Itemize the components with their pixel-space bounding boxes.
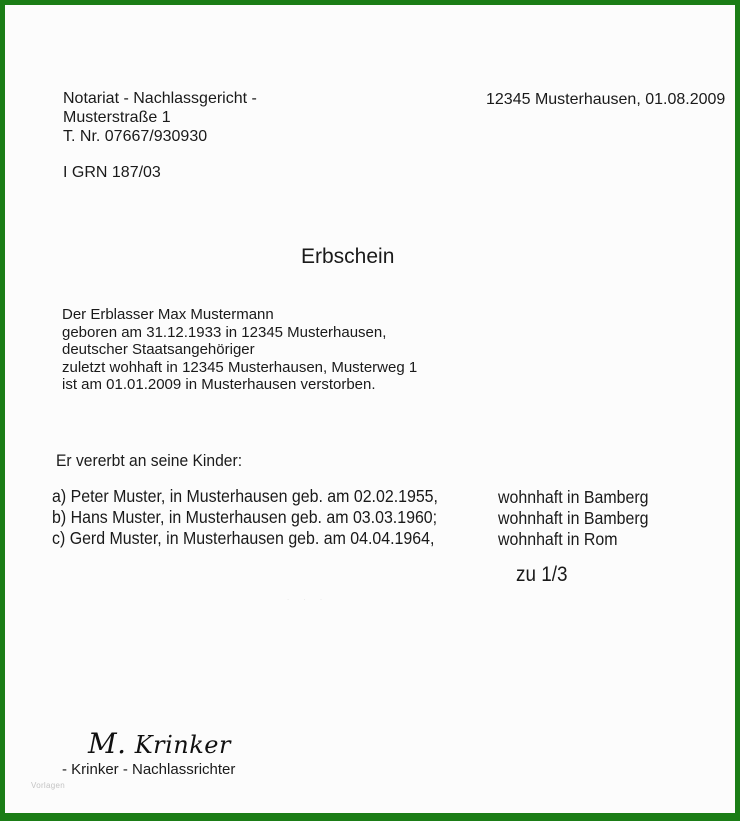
decedent-line-nationality: deutscher Staatsangehöriger xyxy=(62,341,255,359)
heir-text xyxy=(52,486,438,507)
decedent-line-residence: zuletzt wohhaft in 12345 Musterhausen, Musterweg 1 xyxy=(62,358,418,376)
heir-separator: , xyxy=(433,486,438,506)
inheritance-share: zu 1/3 xyxy=(516,563,568,586)
signature-initial: M. xyxy=(88,727,127,760)
heir-name-birth: b) Hans Muster, in Musterhausen geb. am 03.03.1960 xyxy=(52,507,433,527)
heir-separator: ; xyxy=(432,507,438,527)
watermark-text: Vorlagen xyxy=(31,781,65,790)
handwritten-signature xyxy=(88,727,231,760)
sender-line-street: Musterstraße 1 xyxy=(63,109,171,126)
file-reference: I GRN 187/03 xyxy=(63,164,161,181)
signature-surname: Krinker xyxy=(134,731,231,759)
sender-line-phone: T. Nr. 07667/930930 xyxy=(63,128,208,145)
heirs-intro: Er vererbt an seine Kinder: xyxy=(56,451,243,470)
heir-text xyxy=(52,507,437,528)
heir-residence: wohnhaft in Bamberg xyxy=(498,508,649,528)
sender-line-office: Notariat - Nachlassgericht - xyxy=(63,90,257,107)
heir-name-birth: c) Gerd Muster, in Musterhausen geb. am 04.04.1964 xyxy=(52,528,430,548)
decedent-line-name: Der Erblasser Max Mustermann xyxy=(62,306,274,323)
document-page xyxy=(5,5,735,813)
heir-residence: wohnhaft in Bamberg xyxy=(498,487,649,507)
scan-specks: . . . xyxy=(287,593,329,602)
place-and-date: 12345 Musterhausen, 01.08.2009 xyxy=(486,91,726,108)
heir-name-birth: a) Peter Muster, in Musterhausen geb. am 02.02.1955 xyxy=(52,486,434,506)
signatory-title: - Krinker - Nachlassrichter xyxy=(62,761,236,778)
decedent-line-death: ist am 01.01.2009 in Musterhausen verstorben. xyxy=(62,376,376,394)
sender-address-block xyxy=(63,89,257,146)
heir-separator: , xyxy=(429,528,435,548)
decedent-line-birth: geboren am 31.12.1933 in 12345 Musterhausen, xyxy=(62,323,387,341)
decedent-block xyxy=(62,306,417,394)
heir-text xyxy=(52,528,434,549)
heir-residence: wohnhaft in Rom xyxy=(498,529,618,549)
document-title: Erbschein xyxy=(301,245,395,268)
